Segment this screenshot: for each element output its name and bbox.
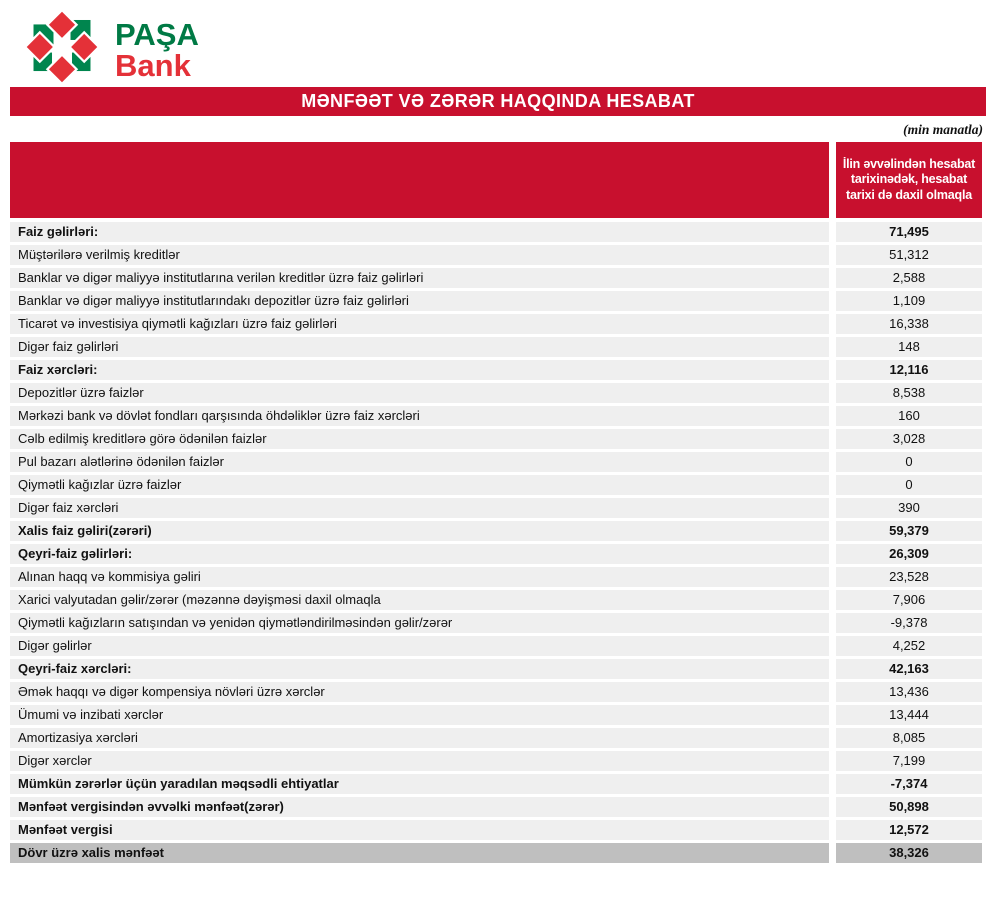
row-label: Dövr üzrə xalis mənfəət: [10, 843, 829, 863]
table-row: [10, 337, 982, 357]
row-label: Digər xərclər: [10, 751, 829, 771]
table-row: [10, 360, 982, 380]
row-value: 23,528: [836, 567, 982, 587]
row-value: 13,436: [836, 682, 982, 702]
row-label: Mümkün zərərlər üçün yaradılan məqsədli ehtiyatlar: [10, 774, 829, 794]
table-row: [10, 682, 982, 702]
brand-name-top: PAŞA: [115, 17, 199, 52]
table-row: [10, 705, 982, 725]
row-label: Banklar və digər maliyyə institutlarına verilən kreditlər üzrə faiz gəlirləri: [10, 268, 829, 288]
row-value: 38,326: [836, 843, 982, 863]
row-label: Qiymətli kağızlar üzrə faizlər: [10, 475, 829, 495]
table-row: [10, 245, 982, 265]
row-value: 8,538: [836, 383, 982, 403]
report-table: [10, 142, 982, 863]
table-row: [10, 544, 982, 564]
table-row: [10, 567, 982, 587]
row-label: Mənfəət vergisindən əvvəlki mənfəət(zərər): [10, 797, 829, 817]
table-row: [10, 659, 982, 679]
table-row: [10, 636, 982, 656]
row-label: Amortizasiya xərcləri: [10, 728, 829, 748]
row-value: 0: [836, 475, 982, 495]
row-value: 59,379: [836, 521, 982, 541]
row-value: 7,199: [836, 751, 982, 771]
table-row: [10, 429, 982, 449]
row-value: 8,085: [836, 728, 982, 748]
row-value: 2,588: [836, 268, 982, 288]
table-row: [10, 452, 982, 472]
row-label: Digər faiz gəlirləri: [10, 337, 829, 357]
row-label: Əmək haqqı və digər kompensiya növləri üzrə xərclər: [10, 682, 829, 702]
row-label: Pul bazarı alətlərinə ödənilən faizlər: [10, 452, 829, 472]
row-label: Xalis faiz gəliri(zərəri): [10, 521, 829, 541]
row-label: Xarici valyutadan gəlir/zərər (məzənnə dəyişməsi daxil olmaqla: [10, 590, 829, 610]
table-header-empty-cell: [10, 142, 829, 218]
row-value: 42,163: [836, 659, 982, 679]
row-value: 3,028: [836, 429, 982, 449]
bank-brand-name: [99, 10, 199, 81]
row-value: 148: [836, 337, 982, 357]
row-label: Banklar və digər maliyyə institutlarındakı depozitlər üzrə faiz gəlirləri: [10, 291, 829, 311]
brand-name-bottom: Bank: [115, 48, 191, 83]
value-column-header: İlin əvvəlindən hesabat tarixinədək, hesabat tarixi də daxil olmaqla: [836, 142, 982, 218]
row-value: 4,252: [836, 636, 982, 656]
table-row: [10, 590, 982, 610]
table-row: [10, 820, 982, 840]
table-row: [10, 268, 982, 288]
row-value: 16,338: [836, 314, 982, 334]
row-label: Qeyri-faiz gəlirləri:: [10, 544, 829, 564]
row-value: 0: [836, 452, 982, 472]
row-label: Alınan haqq və kommisiya gəliri: [10, 567, 829, 587]
row-value: -7,374: [836, 774, 982, 794]
row-value: 12,116: [836, 360, 982, 380]
row-label: Faiz xərcləri:: [10, 360, 829, 380]
row-value: 26,309: [836, 544, 982, 564]
row-value: 13,444: [836, 705, 982, 725]
row-label: Müştərilərə verilmiş kreditlər: [10, 245, 829, 265]
table-row: [10, 314, 982, 334]
row-value: 390: [836, 498, 982, 518]
table-row: [10, 843, 982, 863]
table-row: [10, 797, 982, 817]
table-row: [10, 291, 982, 311]
bank-logo: [0, 0, 1000, 87]
row-label: Mərkəzi bank və dövlət fondları qarşısında öhdəliklər üzrə faiz xərcləri: [10, 406, 829, 426]
table-row: [10, 222, 982, 242]
table-row: [10, 475, 982, 495]
row-label: Ümumi və inzibati xərclər: [10, 705, 829, 725]
row-value: 51,312: [836, 245, 982, 265]
table-row: [10, 406, 982, 426]
report-title-banner: MƏNFƏƏT VƏ ZƏRƏR HAQQINDA HESABAT: [10, 87, 986, 116]
row-value: 1,109: [836, 291, 982, 311]
table-row: [10, 521, 982, 541]
row-value: 7,906: [836, 590, 982, 610]
row-value: 12,572: [836, 820, 982, 840]
table-row: [10, 498, 982, 518]
row-label: Digər gəlirlər: [10, 636, 829, 656]
row-label: Depozitlər üzrə faizlər: [10, 383, 829, 403]
pasha-bank-pinwheel-icon: [25, 10, 99, 84]
row-label: Qeyri-faiz xərcləri:: [10, 659, 829, 679]
row-label: Faiz gəlirləri:: [10, 222, 829, 242]
table-row: [10, 728, 982, 748]
table-header-row: [10, 142, 982, 218]
unit-note: (min manatla): [903, 122, 983, 137]
table-row: [10, 613, 982, 633]
table-row: [10, 751, 982, 771]
row-label: Cəlb edilmiş kreditlərə görə ödənilən faizlər: [10, 429, 829, 449]
row-label: Digər faiz xərcləri: [10, 498, 829, 518]
row-label: Ticarət və investisiya qiymətli kağızları üzrə faiz gəlirləri: [10, 314, 829, 334]
row-value: -9,378: [836, 613, 982, 633]
row-value: 50,898: [836, 797, 982, 817]
row-value: 160: [836, 406, 982, 426]
table-row: [10, 383, 982, 403]
row-value: 71,495: [836, 222, 982, 242]
report-table-body: [10, 222, 982, 863]
table-row: [10, 774, 982, 794]
row-label: Qiymətli kağızların satışından və yenidən qiymətləndirilməsindən gəlir/zərər: [10, 613, 829, 633]
row-label: Mənfəət vergisi: [10, 820, 829, 840]
